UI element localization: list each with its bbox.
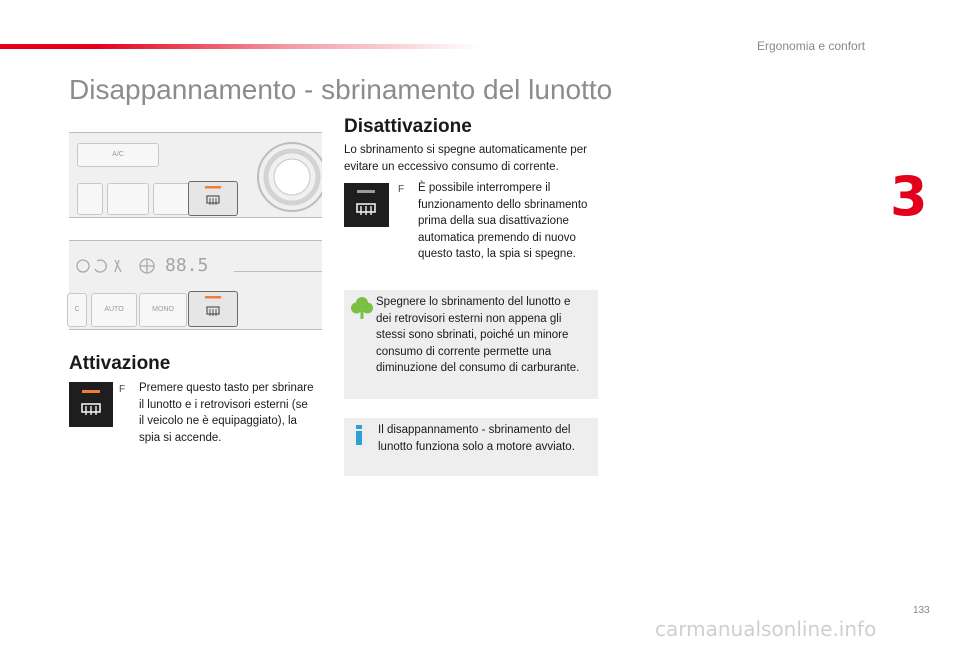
page-title: Disappannamento - sbrinamento del lunotto xyxy=(69,74,613,105)
rear-defrost-small-icon xyxy=(189,292,237,326)
air-recirc-key xyxy=(77,183,103,215)
header-accent-bar xyxy=(0,44,480,49)
foot-vent-key xyxy=(107,183,149,215)
text-line: Premere questo tasto per sbrinare xyxy=(139,382,314,394)
text-line: Spegnere lo sbrinamento del lunotto e xyxy=(376,296,571,308)
control-panel-image-bottom xyxy=(69,240,322,330)
text-line: dei retrovisori esterni non appena gli xyxy=(376,312,562,325)
temperature-dial xyxy=(247,137,322,215)
chapter-number: 3 xyxy=(890,165,928,228)
text-line: stessi sono sbrinati, poiché un minore xyxy=(376,329,569,341)
mono-key-label: MONO xyxy=(152,306,174,313)
watermark: carmanualsonline.info xyxy=(655,617,877,641)
text-line: il veicolo ne è equipaggiato), la xyxy=(139,415,297,427)
panel-divider-line xyxy=(234,271,322,272)
control-panel-image-top xyxy=(69,132,322,218)
auto-key xyxy=(91,293,137,327)
page-number: 133 xyxy=(913,605,930,616)
recirc-key-label: C xyxy=(74,306,80,313)
eco-tip-text xyxy=(376,294,596,377)
ac-key xyxy=(77,143,159,167)
rear-defrost-small-icon xyxy=(189,182,237,215)
deactivation-intro xyxy=(344,142,604,175)
eco-tree-icon xyxy=(351,296,373,320)
activation-bullet: F xyxy=(119,384,126,395)
text-line: lunotto funziona solo a motore avviato. xyxy=(378,440,575,453)
text-line: diminuzione del consumo di carburante. xyxy=(376,362,580,374)
text-line: funzionamento dello sbrinamento xyxy=(418,198,588,211)
rear-defrost-button-on-icon xyxy=(69,382,113,427)
ac-key-label: A/C xyxy=(112,151,124,158)
text-line: consumo di corrente permette una xyxy=(376,345,552,358)
climate-mode-icons xyxy=(75,255,165,277)
text-line: evitare un eccessivo consumo di corrente. xyxy=(344,160,559,173)
rear-defrost-key-highlighted xyxy=(188,181,238,216)
deactivation-text xyxy=(418,180,608,263)
info-note-text xyxy=(378,422,593,455)
text-line: questo tasto, la spia si spegne. xyxy=(418,248,576,260)
text-line: il lunotto e i retrovisori esterni (se xyxy=(139,398,308,411)
deactivation-heading: Disattivazione xyxy=(344,116,472,137)
rear-defrost-button-off-icon xyxy=(344,183,389,227)
text-line: prima della sua disattivazione xyxy=(418,215,569,227)
text-line: È possibile interrompere il xyxy=(418,182,551,194)
deactivation-bullet: F xyxy=(398,184,405,195)
rear-defrost-key-highlighted-bottom xyxy=(188,291,238,327)
auto-key-label: AUTO xyxy=(104,306,124,313)
mono-key xyxy=(139,293,187,327)
eco-tip-box xyxy=(344,290,598,399)
section-label: Ergonomia e confort xyxy=(757,39,866,53)
text-line: spia si accende. xyxy=(139,431,222,444)
info-icon xyxy=(354,425,364,445)
text-line: automatica premendo di nuovo xyxy=(418,231,576,244)
temperature-display: 88.5 xyxy=(165,255,209,276)
activation-text xyxy=(139,380,329,446)
info-note-box xyxy=(344,418,598,476)
text-line: Il disappannamento - sbrinamento del xyxy=(378,424,571,436)
recirc-key xyxy=(67,293,87,327)
text-line: Lo sbrinamento si spegne automaticamente per xyxy=(344,144,587,156)
activation-heading: Attivazione xyxy=(69,353,171,374)
